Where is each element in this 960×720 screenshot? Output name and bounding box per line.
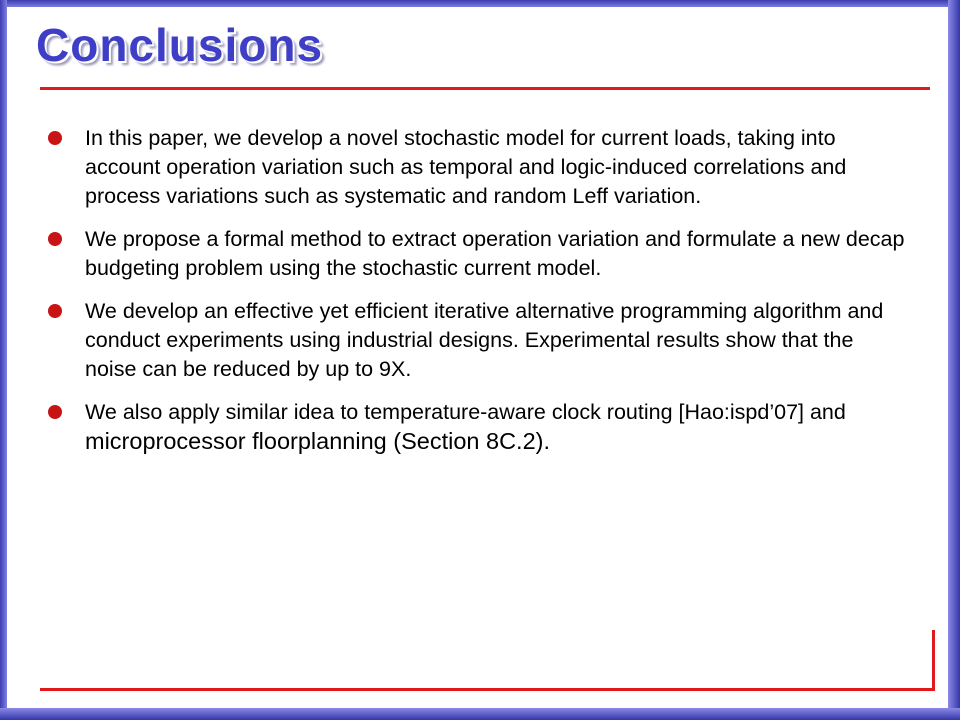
bullet-item-1 (45, 124, 905, 211)
bullet-text-part2: microprocessor floorplanning (85, 428, 387, 454)
bullet-text-part1: We also apply similar idea to temperature-aware clock routing [Hao:ispd’07] and (85, 400, 846, 424)
right-divider (932, 630, 935, 691)
frame-bottom-border (0, 708, 960, 720)
bullet-text-part3: (Section 8C.2). (386, 428, 550, 454)
bullet-dot-icon (48, 232, 62, 246)
frame-top-border (0, 0, 960, 7)
title-divider (40, 87, 930, 90)
bullet-text: In this paper, we develop a novel stochastic model for current loads, taking into account operation variation such as temporal and logic-induced correlations and process variations such as systematic and random Leff variation. (85, 126, 847, 208)
bullet-text: We propose a formal method to extract operation variation and formulate a new decap budgeting problem using the stochastic current model. (85, 227, 905, 280)
bullet-item-4 (45, 398, 905, 457)
bullet-text: We develop an effective yet efficient iterative alternative programming algorithm and conduct experiments using industrial designs. Experimental results show that the noise can be reduced by up to 9X. (85, 299, 884, 381)
bullet-item-2 (45, 225, 905, 283)
slide-title: Conclusions (36, 19, 324, 71)
bottom-divider (40, 688, 935, 691)
bullet-dot-icon (48, 405, 62, 419)
frame-left-border (0, 0, 7, 720)
frame-right-border (948, 0, 960, 720)
bullet-list (45, 124, 905, 471)
bullet-item-3 (45, 297, 905, 384)
bullet-dot-icon (48, 131, 62, 145)
bullet-text (85, 398, 905, 457)
bullet-dot-icon (48, 304, 62, 318)
